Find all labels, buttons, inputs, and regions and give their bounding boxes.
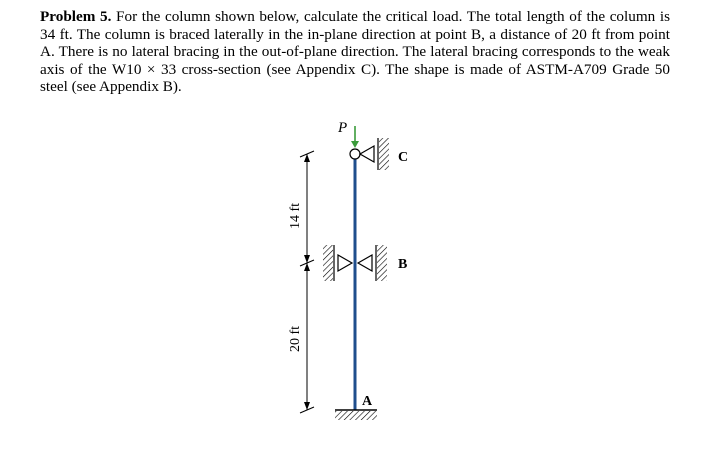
- dim-upper-label: 14 ft: [288, 202, 303, 229]
- load-arrow: [351, 126, 359, 148]
- dim-lower-label: 20 ft: [288, 325, 303, 352]
- point-c-label: C: [398, 150, 409, 165]
- point-b-label: B: [398, 257, 408, 272]
- dimension-line: [300, 151, 314, 413]
- support-a: [335, 410, 377, 420]
- point-a-label: A: [362, 394, 373, 409]
- problem-text: For the column shown below, calculate the critical load. The total length of the column is 34 ft. The column is braced laterally in the in-plane direction at point B, a distance of 20 ft from point A. There is no lateral bracing in the out-of-plane direction. The lateral bracing corresponds to the weak axis of the W10 × 33 cross-section (see Appendix C). The shape is made of ASTM-A709 Grade 50 steel (see Appendix B).: [40, 8, 670, 96]
- problem-number: Problem 5.: [40, 8, 112, 25]
- load-label: P: [338, 120, 348, 136]
